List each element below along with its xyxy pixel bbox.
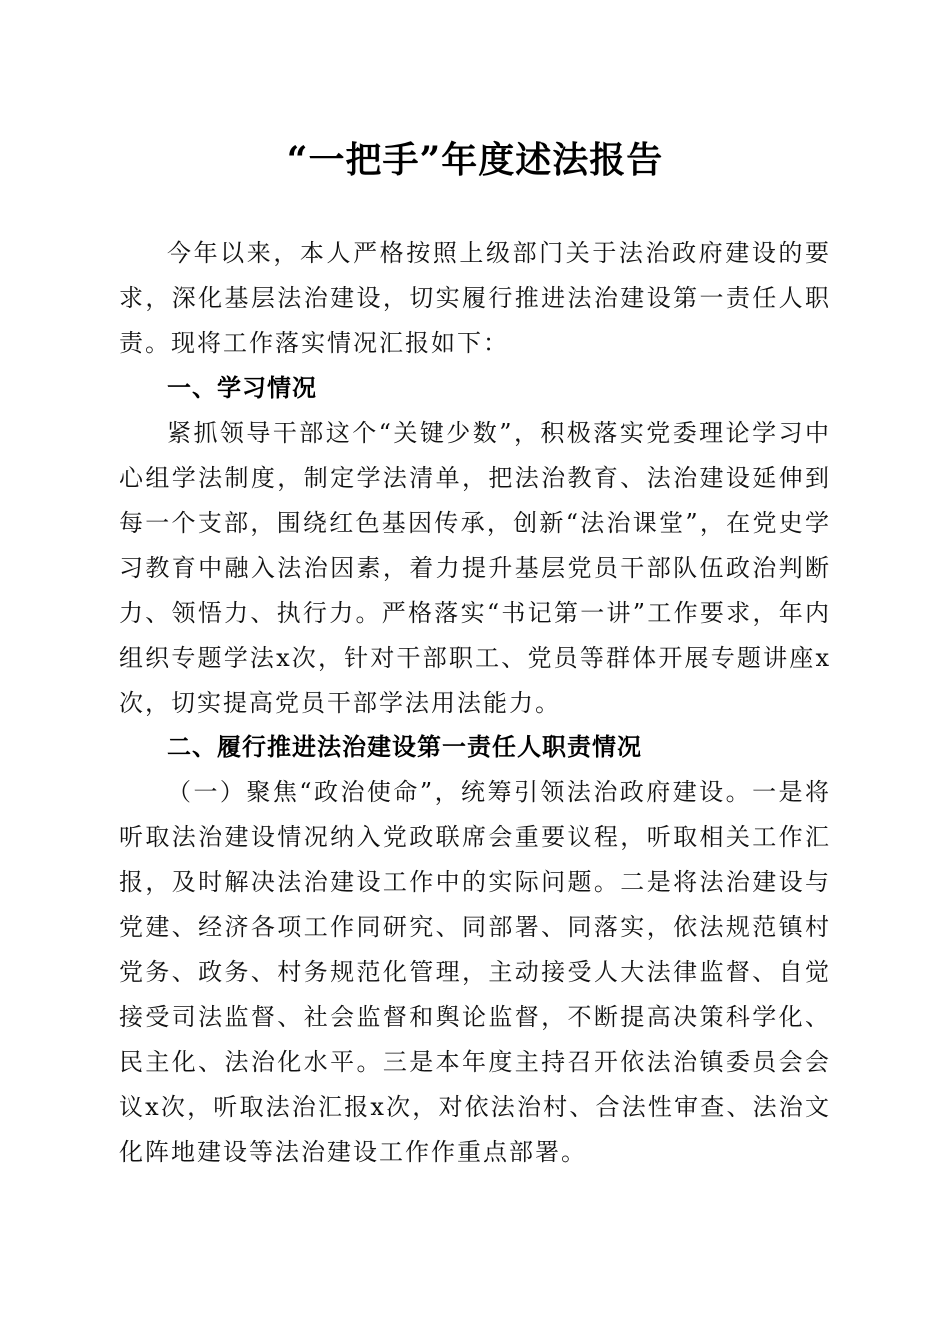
intro-paragraph: 今年以来，本人严格按照上级部门关于法治政府建设的要求，深化基层法治建设，切实履行推进法治建设第一责任人职责。现将工作落实情况汇报如下： [119,239,831,357]
section1-paragraph: 紧抓领导干部这个“关键少数”，积极落实党委理论学习中心组学法制度，制定学法清单，把法治教育、法治建设延伸到每一个支部，围绕红色基因传承，创新“法治课堂”，在党史学习教育中融入法治因素，着力提升基层党员干部队伍政治判断力、领悟力、执行力。严格落实“书记第一讲”工作要求，年内组织专题学法x次，针对干部职工、党员等群体开展专题讲座x次，切实提高党员干部学法用法能力。 [119,419,831,717]
section1-heading: 一、学习情况 [167,374,317,402]
section2-subsection1-paragraph: （一）聚焦“政治使命”，统筹引领法治政府建设。一是将听取法治建设情况纳入党政联席会重要议程，听取相关工作汇报，及时解决法治建设工作中的实际问题。二是将法治建设与党建、经济各项工作同研究、同部署、同落实，依法规范镇村党务、政务、村务规范化管理，主动接受人大法律监督、自觉接受司法监督、社会监督和舆论监督，不断提高决策科学化、民主化、法治化水平。三是本年度主持召开依法治镇委员会会议x次，听取法治汇报x次，对依法治村、合法性审查、法治文化阵地建设等法治建设工作作重点部署。 [119,778,831,1166]
document-title: “一把手”年度述法报告 [286,139,664,181]
section2-heading: 二、履行推进法治建设第一责任人职责情况 [167,733,642,761]
